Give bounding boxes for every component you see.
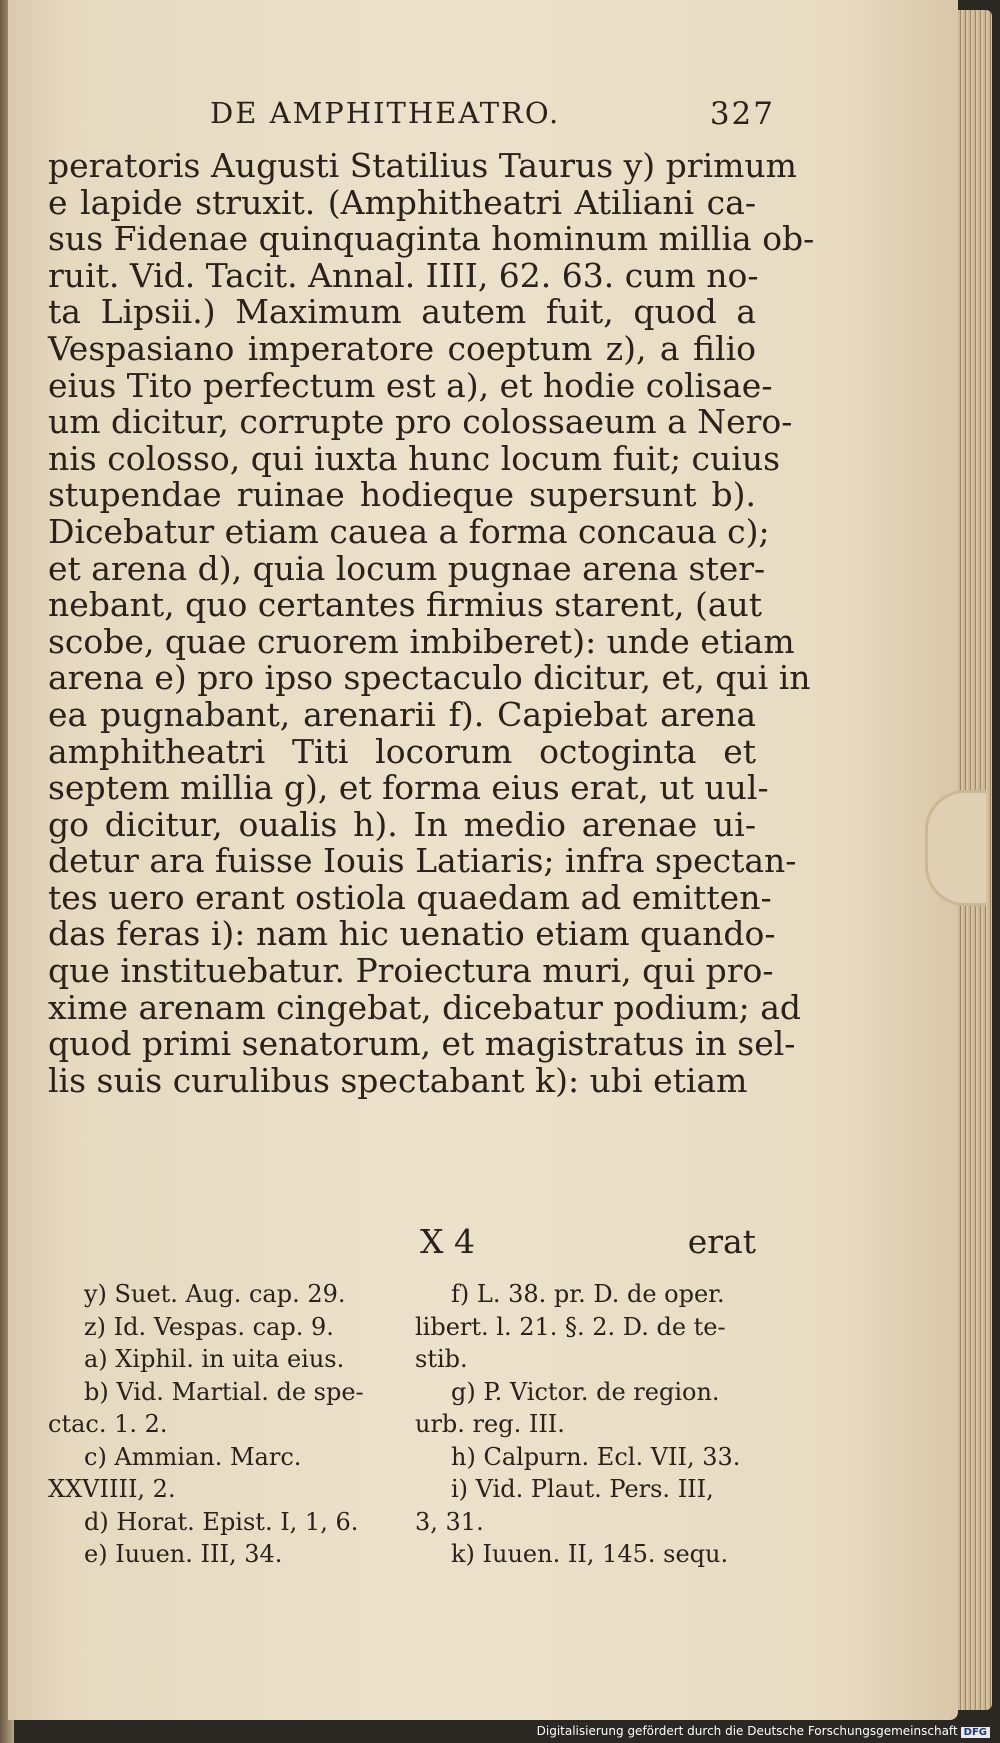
text-line: Vespasiano imperatore coeptum z), a filio [48,328,756,368]
footnote-line: y) Suet. Aug. cap. 29. [84,1280,346,1308]
text-line: go dicitur, oualis h). In medio arenae ui- [48,804,756,844]
footnote-line: k) Iuuen. II, 145. sequ. [451,1540,729,1568]
text-line: ta Lipsii.) Maximum autem fuit, quod a [48,292,756,332]
footnote-line: f) L. 38. pr. D. de oper. [451,1280,725,1308]
text-line: um dicitur, corrupte pro colossaeum a Nero- [48,402,793,442]
thumb-tab [925,790,986,906]
footnote-line: stib. [415,1345,468,1373]
text-line: arena e) pro ipso spectaculo dicitur, et, qui in [48,658,811,698]
footnote-line: XXVIIII, 2. [48,1475,176,1503]
text-line: lis suis curulibus spectabant k): ubi etiam [48,1060,748,1100]
page-number: 327 [709,96,775,132]
footnote-line: c) Ammian. Marc. [84,1442,302,1471]
main-text-block [48,146,815,1100]
text-line: stupendae ruinae hodieque supersunt b). [48,475,756,515]
footnote-line: h) Calpurn. Ecl. VII, 33. [451,1442,741,1471]
text-line: scobe, quae cruorem imbiberet): unde etiam [48,621,795,661]
footer-credit: Digitalisierung gefördert durch die Deutsche Forschungsgemeinschaft [536,1724,958,1738]
text-line: ruit. Vid. Tacit. Annal. IIII, 62. 63. cum no- [48,255,759,295]
digitization-footer [537,1724,990,1738]
text-line: xime arenam cingebat, dicebatur podium; ad [48,987,802,1027]
text-line: que instituebatur. Proiectura muri, qui pro- [48,951,774,991]
signature-line [48,1222,756,1262]
footnotes-right-column [415,1278,760,1571]
text-line: e lapide struxit. (Amphitheatri Atiliani ca- [48,182,756,222]
dfg-logo: DFG [961,1727,990,1738]
text-line: sus Fidenae quinquaginta hominum millia ob- [48,219,815,259]
footnote-line: urb. reg. III. [415,1410,565,1438]
footnote-line: ctac. 1. 2. [48,1410,168,1438]
footnote-line: e) Iuuen. III, 34. [84,1540,283,1568]
text-line: amphitheatri Titi locorum octoginta et [48,731,756,771]
footnote-line: d) Horat. Epist. I, 1, 6. [84,1507,359,1536]
text-line: tes uero erant ostiola quaedam ad emitten- [48,877,772,917]
running-head [195,96,775,136]
text-line: ea pugnabant, arenarii f). Capiebat arena [48,694,756,734]
text-line: quod primi senatorum, et magistratus in sel- [48,1024,796,1064]
footnote-line: 3, 31. [415,1507,484,1536]
text-line: et arena d), quia locum pugnae arena ster- [48,548,766,588]
footnote-line: z) Id. Vespas. cap. 9. [84,1312,334,1341]
footnotes-left-column [48,1278,378,1571]
catchword: erat [687,1222,756,1261]
text-line: detur ara fuisse Iouis Latiaris; infra spectan- [48,841,797,881]
text-line: septem millia g), et forma eius erat, ut uul- [48,768,769,808]
footnote-line: b) Vid. Martial. de spe- [84,1377,364,1406]
footnote-line: libert. l. 21. §. 2. D. de te- [415,1312,726,1341]
footnote-line: a) Xiphil. in uita eius. [84,1345,345,1373]
text-line: Dicebatur etiam cauea a forma concaua c); [48,511,770,551]
footnote-line: g) P. Victor. de region. [451,1377,720,1406]
text-line: das feras i): nam hic uenatio etiam quando- [48,914,776,954]
signature-mark: X 4 [420,1222,475,1261]
text-line: peratoris Augusti Statilius Taurus y) primum [48,146,797,185]
text-line: eius Tito perfectum est a), et hodie colisae- [48,365,773,405]
running-head-title: DE AMPHITHEATRO. [210,96,561,130]
text-line: nis colosso, qui iuxta hunc locum fuit; cuius [48,438,781,478]
text-line: nebant, quo certantes firmius starent, (aut [48,585,763,625]
footnote-line: i) Vid. Plaut. Pers. III, [451,1475,714,1503]
